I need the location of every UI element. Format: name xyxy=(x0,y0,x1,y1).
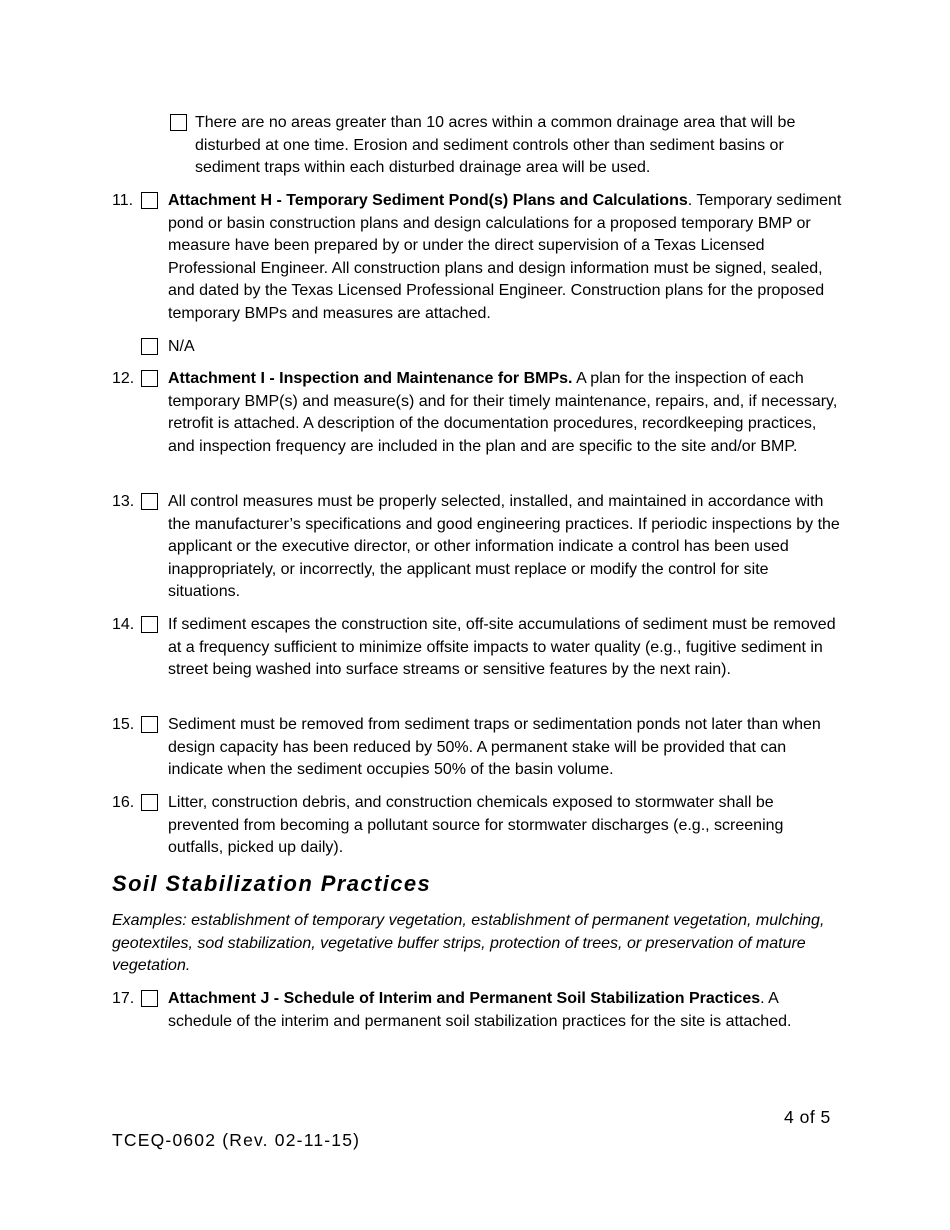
sub-option-no-large-areas xyxy=(170,112,842,180)
item-body: All control measures must be properly selected, installed, and maintained in accordance with the manufacturer’s specifications and good engineering practices. If periodic inspections by the applicant or the executive director, or other information indicate a control has been used inappropriately, or incorrectly, the applicant must replace or modify the control for site situations. xyxy=(168,493,840,601)
item-title: Attachment I - Inspection and Maintenance for BMPs. xyxy=(168,370,573,387)
item-number: 11. xyxy=(112,192,134,209)
sub-option-text: There are no areas greater than 10 acres within a common drainage area that will be disturbed at one time. Erosion and sediment controls other than sediment basins or sediment traps within each disturbed drainage area will be used. xyxy=(195,114,796,177)
item-12-checkbox[interactable] xyxy=(141,370,158,387)
item-number: 15. xyxy=(112,716,135,733)
no-large-areas-checkbox[interactable] xyxy=(170,114,187,131)
section-examples: Examples: establishment of temporary vegetation, establishment of permanent vegetation, mulching, geotextiles, sod stabilization, vegetative buffer strips, protection of trees, or preservation of mature vegetation. xyxy=(112,912,825,975)
item-16-checkbox[interactable] xyxy=(141,794,158,811)
item-13-checkbox[interactable] xyxy=(141,493,158,510)
section-heading: Soil Stabilization Practices xyxy=(112,871,432,896)
item-body: . A schedule of the interim and permanent soil stabilization practices for the site is attached. xyxy=(168,990,792,1030)
item-number: 14. xyxy=(112,616,135,633)
item-title: Attachment J - Schedule of Interim and Permanent Soil Stabilization Practices xyxy=(168,990,761,1007)
item-14-checkbox[interactable] xyxy=(141,616,158,633)
item-17-checkbox[interactable] xyxy=(141,990,158,1007)
item-15 xyxy=(112,714,842,782)
item-11 xyxy=(112,190,842,326)
item-15-checkbox[interactable] xyxy=(141,716,158,733)
item-12 xyxy=(112,368,842,458)
item-number: 17. xyxy=(112,990,135,1007)
page-number: 4 of 5 xyxy=(784,1107,831,1127)
item-body: A plan for the inspection of each temporary BMP(s) and measure(s) and for their timely maintenance, repairs, and, if necessary, retrofit is attached. A description of the documentation procedures, recordkeeping practices, and inspection frequency are included in the plan and are specific to the site and/or BMP. xyxy=(168,370,838,455)
item-body: . Temporary sediment pond or basin construction plans and design calculations for a proposed temporary BMP or measure have been prepared by or under the direct supervision of a Texas Licensed Professional Engineer. All construction plans and design information must be signed, sealed, and dated by the Texas Licensed Professional Engineer. Construction plans for the proposed temporary BMPs and measures are attached. xyxy=(168,192,842,322)
item-title: Attachment H - Temporary Sediment Pond(s) Plans and Calculations xyxy=(168,192,688,209)
item-13 xyxy=(112,491,842,604)
form-id: TCEQ-0602 (Rev. 02-11-15) xyxy=(112,1130,361,1150)
item-body: Litter, construction debris, and construction chemicals exposed to stormwater shall be prevented from becoming a pollutant source for stormwater discharges (e.g., screening outfalls, picked up daily). xyxy=(168,794,784,857)
item-number: 13. xyxy=(112,493,135,510)
na-label: N/A xyxy=(168,338,195,355)
item-body: Sediment must be removed from sediment traps or sedimentation ponds not later than when design capacity has been reduced by 50%. A permanent stake will be provided that can indicate when the sediment occupies 50% of the basin volume. xyxy=(168,716,821,779)
item-number: 12. xyxy=(112,370,135,387)
item-body: If sediment escapes the construction site, off-site accumulations of sediment must be removed at a frequency sufficient to minimize offsite impacts to water quality (e.g., fugitive sediment in street being washed into surface streams or sensitive features by the next rain). xyxy=(168,616,836,679)
item-17 xyxy=(112,988,842,1033)
item-16 xyxy=(112,792,842,860)
na-checkbox[interactable] xyxy=(141,338,158,355)
item-14 xyxy=(112,614,842,682)
item-number: 16. xyxy=(112,794,135,811)
item-11-checkbox[interactable] xyxy=(141,192,158,209)
